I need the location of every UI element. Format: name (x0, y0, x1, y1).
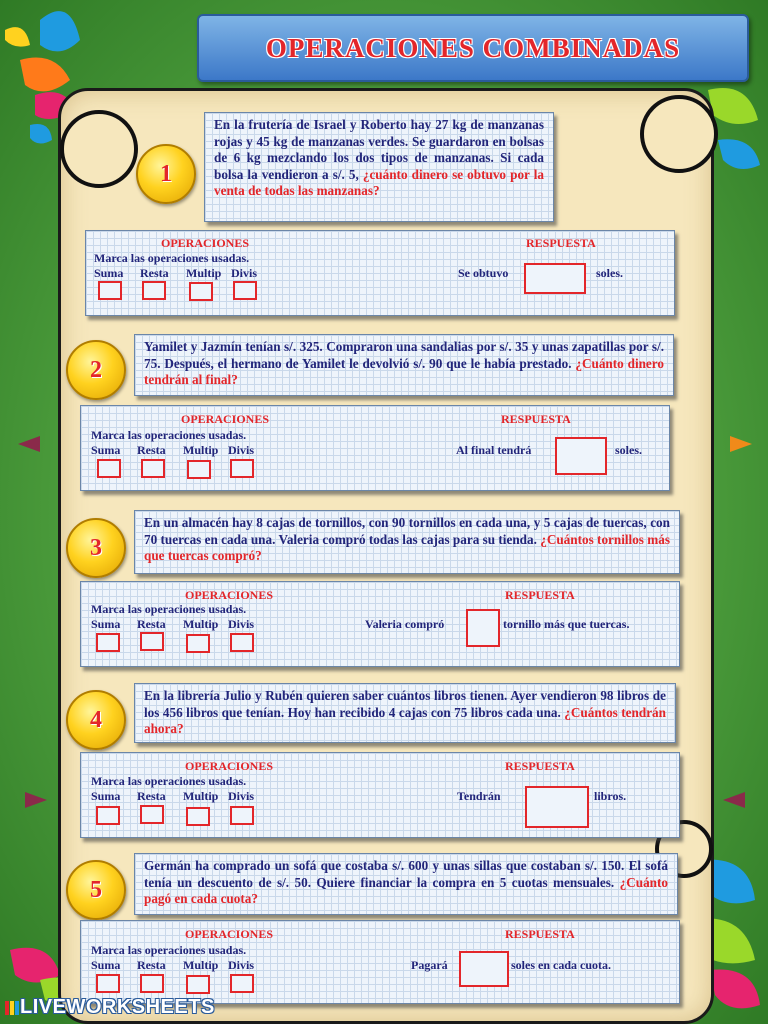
operations-heading: OPERACIONES (185, 759, 274, 773)
op-label-suma: Suma (94, 266, 124, 280)
op-label-multip: Multip (186, 266, 222, 280)
answer-suffix: libros. (594, 789, 627, 803)
problem-statement (204, 112, 554, 222)
op-label-suma: Suma (91, 958, 121, 972)
arrow-right-icon (730, 436, 752, 452)
suma-checkbox[interactable] (96, 633, 120, 652)
problem-text: Germán ha comprado un sofá que costaba s/. 600 y unas sillas que costaban s/. 150. El sofá tenía un descuento de s/. 50. Quiere financiar la compra en 5 cuotas mensuales. (144, 858, 668, 890)
problem-number: 5 (90, 876, 102, 903)
answer-prefix: Al final tendrá (456, 443, 532, 457)
logo-text: LIVEWORKSHEETS (20, 996, 215, 1018)
multip-checkbox[interactable] (186, 975, 210, 994)
operations-heading: OPERACIONES (181, 412, 270, 426)
arrow-left-icon (18, 436, 40, 452)
problem-question: ¿Cuántos tornillos más que tuercas compró? (144, 531, 670, 563)
resta-checkbox[interactable] (140, 632, 164, 651)
operations-heading: OPERACIONES (185, 588, 274, 602)
resta-checkbox[interactable] (142, 281, 166, 300)
answer-panel (80, 920, 680, 1004)
answer-panel (85, 230, 675, 316)
problem-text: En la librería Julio y Rubén quieren saber cuántos libros tienen. Ayer vendieron 98 libros de los 456 libros que tenían. Hoy han recibido 4 cajas con 75 libros cada una. (144, 688, 666, 720)
problem-number: 3 (90, 534, 102, 561)
op-label-suma: Suma (91, 443, 121, 457)
answer-panel (80, 405, 670, 491)
instructions-text: Marca las operaciones usadas. (91, 943, 247, 957)
op-label-divis: Divis (228, 617, 255, 631)
op-label-divis: Divis (228, 789, 255, 803)
problem-number: 4 (90, 706, 102, 733)
op-label-divis: Divis (231, 266, 258, 280)
problem-number-medal (66, 340, 126, 400)
problem-statement (134, 853, 678, 915)
op-label-multip: Multip (183, 617, 219, 631)
op-label-resta: Resta (137, 617, 166, 631)
problem-statement (134, 510, 680, 574)
problem-question: ¿Cuánto dinero tendrán al final? (144, 355, 664, 387)
answer-suffix: soles. (596, 266, 623, 280)
op-label-divis: Divis (228, 958, 255, 972)
answer-input[interactable] (555, 437, 607, 475)
multip-checkbox[interactable] (189, 282, 213, 301)
logo-icon (4, 999, 20, 1017)
instructions-text: Marca las operaciones usadas. (91, 774, 247, 788)
op-label-divis: Divis (228, 443, 255, 457)
problem-statement (134, 334, 674, 396)
scroll-curl-top-right (640, 95, 718, 173)
multip-checkbox[interactable] (186, 807, 210, 826)
suma-checkbox[interactable] (98, 281, 122, 300)
resta-checkbox[interactable] (141, 459, 165, 478)
multip-checkbox[interactable] (186, 634, 210, 653)
op-label-resta: Resta (140, 266, 169, 280)
op-label-suma: Suma (91, 789, 121, 803)
answer-input[interactable] (459, 951, 509, 987)
op-label-resta: Resta (137, 789, 166, 803)
operations-heading: OPERACIONES (161, 236, 250, 250)
answer-input[interactable] (466, 609, 500, 647)
answer-prefix: Valeria compró (365, 617, 445, 631)
answer-prefix: Tendrán (457, 789, 501, 803)
answer-suffix: soles en cada cuota. (511, 958, 611, 972)
op-label-multip: Multip (183, 958, 219, 972)
answer-panel (80, 581, 680, 667)
answer-input[interactable] (525, 786, 589, 828)
instructions-text: Marca las operaciones usadas. (94, 251, 250, 265)
divis-checkbox[interactable] (233, 281, 257, 300)
problem-number-medal (66, 860, 126, 920)
problem-text: Yamilet y Jazmín tenían s/. 325. Compraron una sandalias por s/. 35 y unas zapatillas por s/. 75. Después, el hermano de Yamilet le devolvió s/. 90 que le había prestado. (144, 339, 664, 371)
answer-prefix: Se obtuvo (458, 266, 509, 280)
answer-heading: RESPUESTA (501, 412, 571, 426)
problem-number: 1 (160, 160, 172, 187)
problem-question: ¿cuánto dinero se obtuvo por la venta de todas las manzanas? (214, 166, 545, 198)
answer-heading: RESPUESTA (526, 236, 596, 250)
answer-input[interactable] (524, 263, 586, 294)
arrow-left-icon (723, 792, 745, 808)
instructions-text: Marca las operaciones usadas. (91, 602, 247, 616)
title-banner (197, 14, 749, 82)
suma-checkbox[interactable] (97, 459, 121, 478)
answer-heading: RESPUESTA (505, 759, 575, 773)
liveworksheets-logo (4, 996, 215, 1019)
page-title: OPERACIONES COMBINADAS (265, 32, 681, 63)
op-label-resta: Resta (137, 958, 166, 972)
operations-heading: OPERACIONES (185, 927, 274, 941)
problem-statement (134, 683, 676, 743)
suma-checkbox[interactable] (96, 974, 120, 993)
answer-prefix: Pagará (411, 958, 448, 972)
resta-checkbox[interactable] (140, 974, 164, 993)
divis-checkbox[interactable] (230, 806, 254, 825)
arrow-right-icon (25, 792, 47, 808)
answer-panel (80, 752, 680, 838)
problem-number-medal (136, 144, 196, 204)
problem-text: En la frutería de Israel y Roberto hay 27 kg de manzanas rojas y 45 kg de manzanas verdes. Se guardaron en bolsas de 6 kg mezclando los dos tipos de manzanas. Si cada bolsa la vendieron a s/. 5, (214, 117, 544, 182)
resta-checkbox[interactable] (140, 805, 164, 824)
problem-number-medal (66, 690, 126, 750)
multip-checkbox[interactable] (187, 460, 211, 479)
op-label-resta: Resta (137, 443, 166, 457)
problem-number: 2 (90, 356, 102, 383)
problem-question: ¿Cuántos tendrán ahora? (144, 704, 666, 736)
answer-heading: RESPUESTA (505, 588, 575, 602)
instructions-text: Marca las operaciones usadas. (91, 428, 247, 442)
problem-number-medal (66, 518, 126, 578)
op-label-suma: Suma (91, 617, 121, 631)
scroll-curl-top-left (60, 110, 138, 188)
suma-checkbox[interactable] (96, 806, 120, 825)
answer-suffix: soles. (615, 443, 642, 457)
answer-suffix: tornillo más que tuercas. (503, 617, 630, 631)
op-label-multip: Multip (183, 789, 219, 803)
problem-question: ¿Cuánto pagó en cada cuota? (144, 874, 668, 906)
divis-checkbox[interactable] (230, 459, 254, 478)
divis-checkbox[interactable] (230, 974, 254, 993)
answer-heading: RESPUESTA (505, 927, 575, 941)
problem-text: En un almacén hay 8 cajas de tornillos, con 90 tornillos en cada una, y 5 cajas de tuercas, con 70 tuercas en cada una. Valeria compró todas las cajas para su tienda. (144, 515, 670, 547)
op-label-multip: Multip (183, 443, 219, 457)
divis-checkbox[interactable] (230, 633, 254, 652)
